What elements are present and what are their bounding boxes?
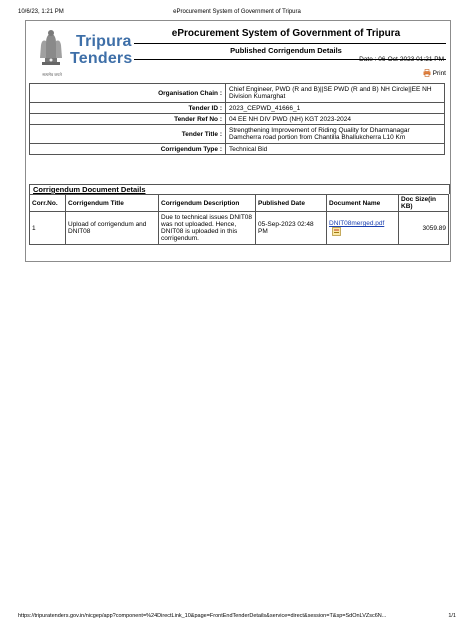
table-row xyxy=(30,212,449,245)
current-date: Date : 06-Oct-2023 01:21 PM xyxy=(359,56,444,63)
col-header-description: Corrigendum Description xyxy=(159,195,256,212)
page-url: https://tripuratenders.gov.in/nicgep/app?component=%24DirectLink_10&page=FrontEndTenderDetails&service=direct&session=T&sp=SdOnLVZsc6N... xyxy=(18,613,387,619)
col-header-document-name: Document Name xyxy=(327,195,399,212)
document-icon[interactable] xyxy=(332,227,341,236)
doc-size-cell: 3059.89 xyxy=(399,212,449,245)
corr-no-cell: 1 xyxy=(30,212,66,245)
detail-label: Organisation Chain : xyxy=(30,84,226,103)
details-row xyxy=(30,144,445,155)
corrigendum-page xyxy=(25,20,451,262)
national-emblem-icon xyxy=(36,27,66,69)
detail-label: Corrigendum Type : xyxy=(30,144,226,155)
print-header xyxy=(18,9,456,19)
print-timestamp: 10/6/23, 1:21 PM xyxy=(18,9,64,15)
document-download-link[interactable]: DNIT08merged.pdf xyxy=(329,220,385,227)
col-header-published-date: Published Date xyxy=(256,195,327,212)
corrigendum-section-header xyxy=(29,184,450,194)
corr-description-cell: Due to technical issues DNIT08 was not uploaded. Hence, DNIT08 is uploaded in this corrigendum. xyxy=(159,212,256,245)
col-header-title: Corrigendum Title xyxy=(66,195,159,212)
header-divider xyxy=(134,43,446,44)
brand-name-line2: Tenders xyxy=(70,50,133,67)
printer-icon xyxy=(423,69,431,77)
detail-label: Tender Ref No : xyxy=(30,114,226,125)
page-heading: Published Corrigendum Details xyxy=(230,46,342,55)
corrigendum-section-title: Corrigendum Document Details xyxy=(33,185,146,194)
detail-value: Technical Bid xyxy=(226,144,445,155)
print-footer xyxy=(18,613,456,623)
published-date-cell: 05-Sep-2023 02:48 PM xyxy=(256,212,327,245)
col-header-doc-size: Doc Size(in KB) xyxy=(399,195,449,212)
print-page-title: eProcurement System of Government of Tripura xyxy=(173,9,301,15)
detail-value: 04 EE NH DIV PWD (NH) KGT 2023-2024 xyxy=(226,114,445,125)
site-logo[interactable] xyxy=(30,25,140,83)
corrigendum-header-row xyxy=(30,195,449,212)
tender-details-table xyxy=(29,83,445,155)
corr-title-cell: Upload of corrigendum and DNIT08 xyxy=(66,212,159,245)
print-label: Print xyxy=(432,69,446,77)
col-header-corr-no: Corr.No. xyxy=(30,195,66,212)
page-number: 1/1 xyxy=(448,613,456,619)
details-row xyxy=(30,103,445,114)
detail-value: 2023_CEPWD_41666_1 xyxy=(226,103,445,114)
emblem-caption: सत्यमेव जयते xyxy=(42,72,62,77)
details-row xyxy=(30,114,445,125)
brand-name-line1: Tripura xyxy=(76,33,132,50)
corrigendum-table xyxy=(29,194,449,245)
print-button[interactable] xyxy=(423,69,446,77)
app-title: eProcurement System of Government of Tripura xyxy=(171,28,401,39)
detail-label: Tender ID : xyxy=(30,103,226,114)
detail-label: Tender Title : xyxy=(30,125,226,144)
details-row xyxy=(30,84,445,103)
details-row xyxy=(30,125,445,144)
detail-value: Chief Engineer, PWD (R and B)||SE PWD (R and B) NH Circle||EE NH Division Kumarghat xyxy=(226,84,445,103)
detail-value: Strengthening Improvement of Riding Quality for Dharmanagar Damcherra road portion from Chantilla Bhallukcherra L10 Km xyxy=(226,125,445,144)
document-name-cell xyxy=(327,212,399,245)
